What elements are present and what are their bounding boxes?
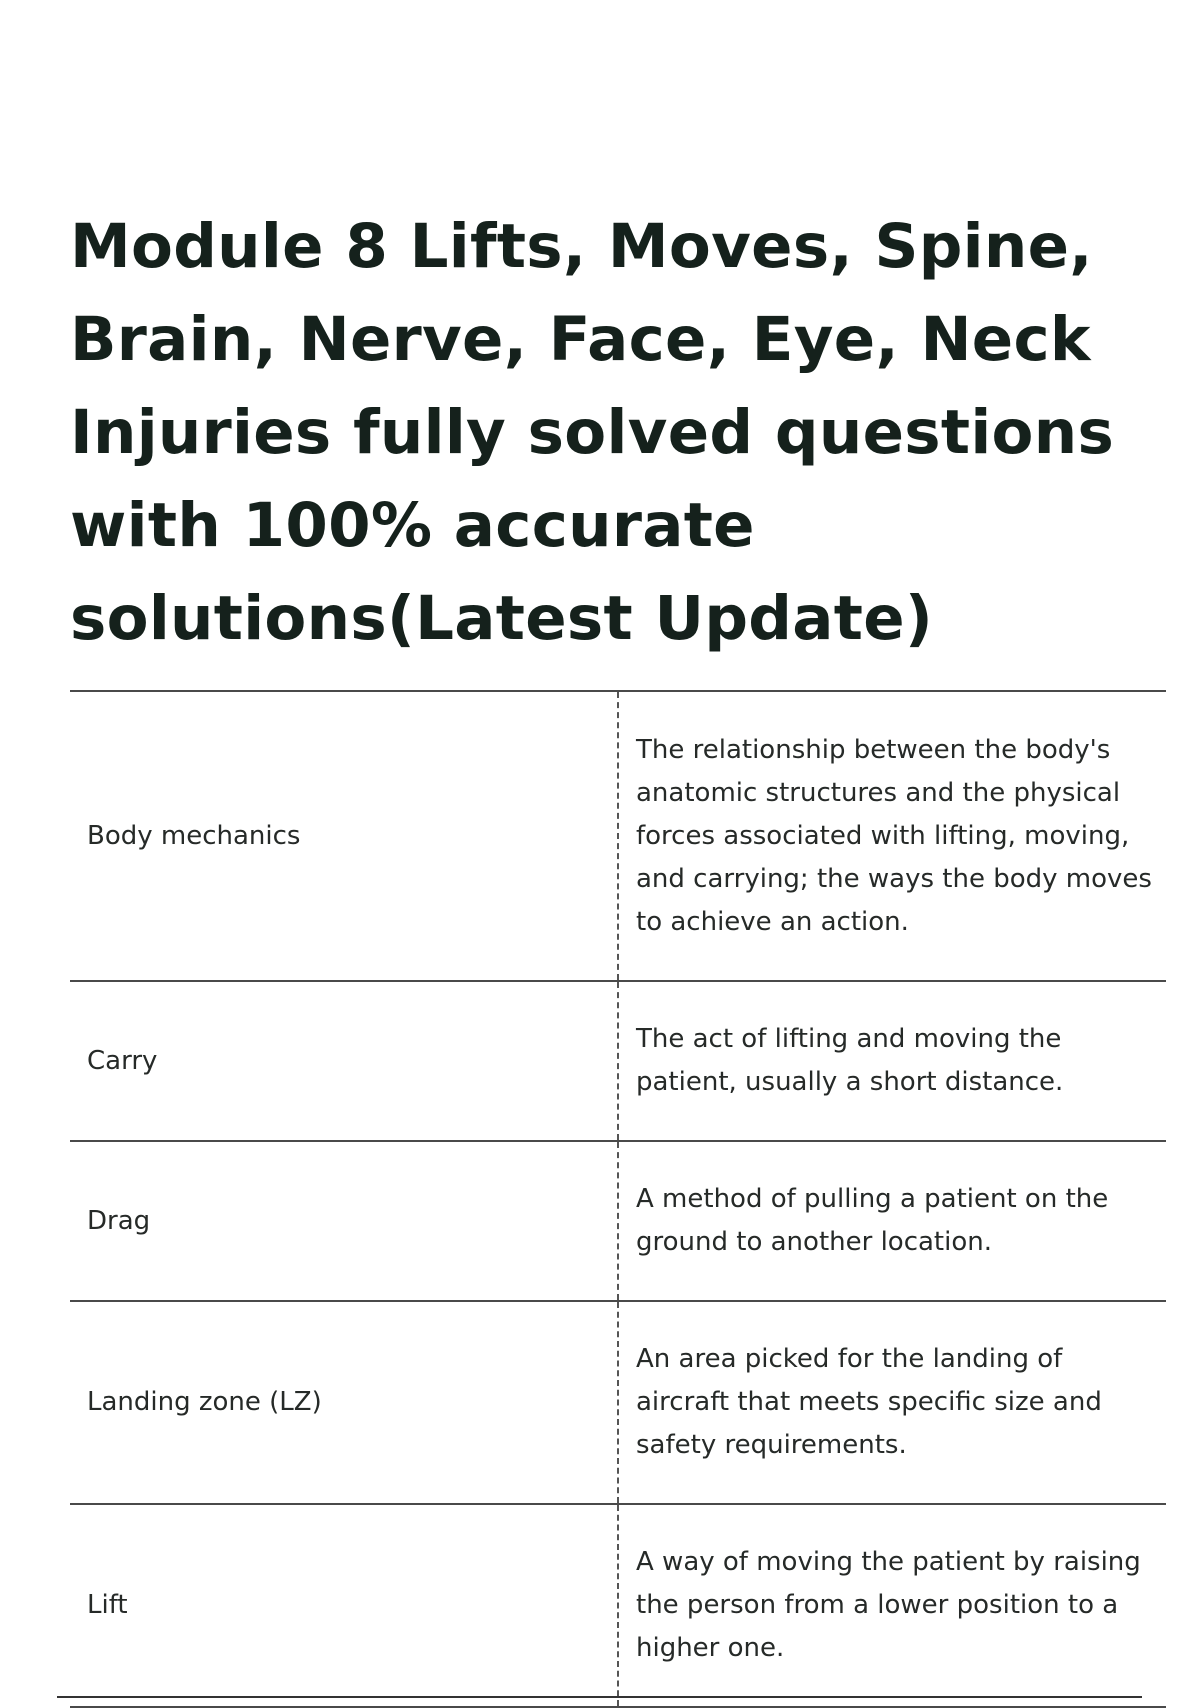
- table-row: [70, 1141, 1166, 1301]
- term-cell: Drag: [70, 1141, 618, 1301]
- definition-cell: The relationship between the body's anatomic structures and the physical forces associated with lifting, moving, and carrying; the ways the body moves to achieve an action.: [618, 691, 1166, 981]
- definition-cell: The act of lifting and moving the patient, usually a short distance.: [618, 981, 1166, 1141]
- term-cell: Carry: [70, 981, 618, 1141]
- footer-divider: [57, 1696, 1142, 1698]
- page-title: Module 8 Lifts, Moves, Spine, Brain, Nerve, Face, Eye, Neck Injuries fully solved questions with 100% accurate solutions(Latest Update): [70, 211, 1115, 654]
- term-cell: Body mechanics: [70, 691, 618, 981]
- table-row: [70, 691, 1166, 981]
- definition-cell: An area picked for the landing of aircraft that meets specific size and safety requirements.: [618, 1301, 1166, 1504]
- definition-cell: A way of moving the patient by raising the person from a lower position to a higher one.: [618, 1504, 1166, 1707]
- table-row: [70, 1504, 1166, 1707]
- term-cell: Landing zone (LZ): [70, 1301, 618, 1504]
- table-row: [70, 1301, 1166, 1504]
- glossary-table: [70, 690, 1166, 1708]
- table-row: [70, 981, 1166, 1141]
- term-cell: Lift: [70, 1504, 618, 1707]
- definition-cell: A method of pulling a patient on the ground to another location.: [618, 1141, 1166, 1301]
